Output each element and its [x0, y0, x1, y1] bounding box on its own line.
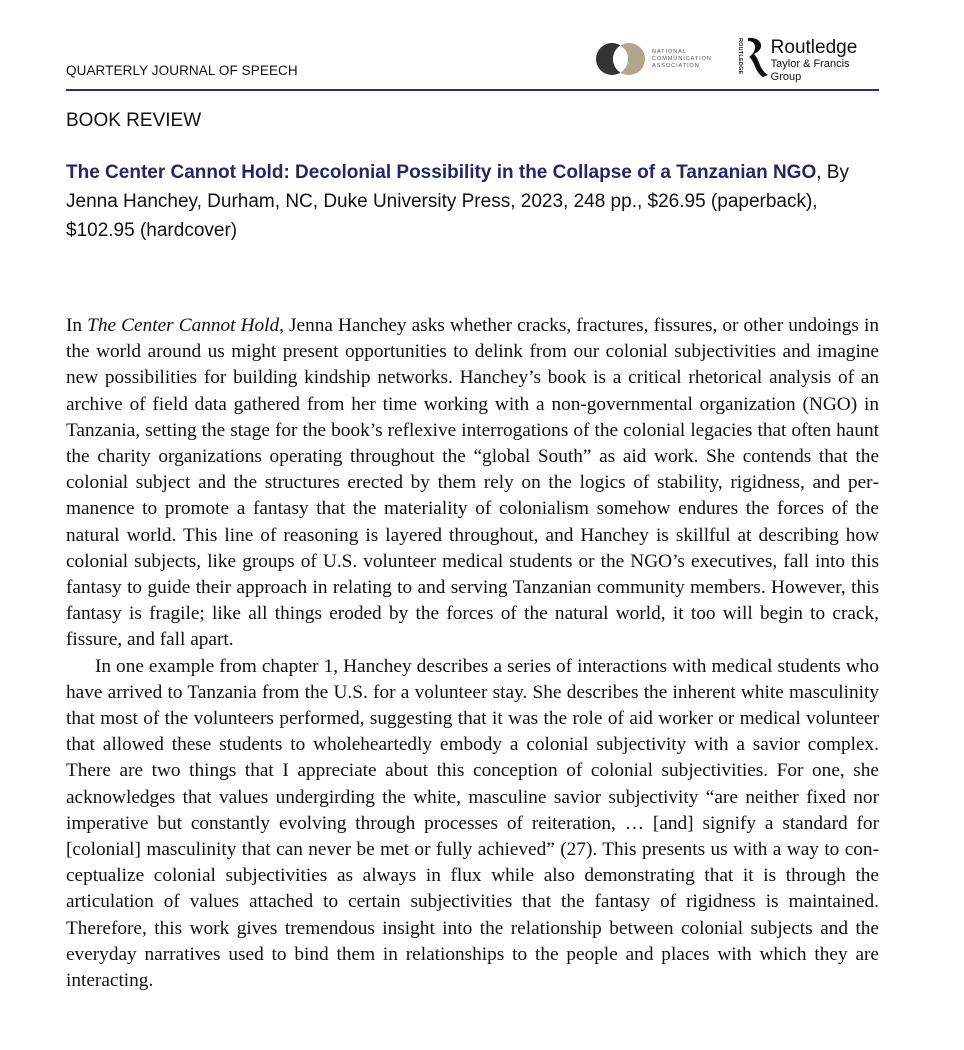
nca-logo: [596, 42, 712, 76]
paragraph-2: In one example from chapter 1, Hanchey describes a series of interactions with medical students who have arrived to Tanzania from the U.S. for a volunteer stay. She describes the inherent white masculinity that most of the volunteers performed, suggesting that it was the role of aid worker or medical volunteer that allowed these students to wholeheartedly embody a colonial subjectivity with a savior complex. There are two things that I appreciate about this conception of colonial subjectivities. For one, she acknowledges that values undergirding the white, masculine savior subjectivity “are neither fixed nor imperative but constantly evolving through processes of reiteration, … [and] signify a standard for [colonial] masculinity that can never be met or fully achieved” (27). This presents us with a way to conceptualize colonial subjectivities as always in flux while also demonstrating that it is through the articulation of values attached to certain subjectivities that the fantasy of rigidness is maintained. Therefore, this work gives tremendous insight into the relationship between colonial subjects and the everyday narratives used to bind them in relationships to the people and places with which they are interacting.: [66, 655, 879, 992]
journal-name: QUARTERLY JOURNAL OF SPEECH: [66, 63, 298, 78]
routledge-r-icon: ROUTLEDGE: [736, 36, 771, 78]
header-divider: [66, 89, 879, 91]
journal-header: [66, 36, 879, 92]
book-details: , By Jenna Hanchey, Durham, NC, Duke University Press, 2023, 248 pp., $26.95 (paperback), $102.95 (hardcover): [66, 162, 849, 241]
nca-overlapping-circles-icon: [596, 42, 646, 76]
section-label: BOOK REVIEW: [66, 110, 202, 131]
publisher-subtitle: Taylor & Francis Group: [770, 58, 850, 83]
book-citation: [66, 158, 879, 245]
book-title: The Center Cannot Hold: Decolonial Possibility in the Collapse of a Tanzanian NGO: [66, 162, 817, 183]
review-body: [66, 313, 879, 994]
nca-logo-text: NATIONAL COMMUNICATION ASSOCIATION: [652, 48, 712, 69]
routledge-logo: [736, 36, 879, 84]
publisher-name: Routledge: [770, 37, 858, 58]
paragraph-1: In The Center Cannot Hold, Jenna Hanchey asks whether cracks, fractures, fissures, or other undoings in the world around us might present opportunities to delink from our colonial subjectivities and imagine new possibilities for building kindship networks. Hanchey’s book is a critical rhetorical analysis of an archive of field data gathered from her time working with a non-governmental organization (NGO) in Tanzania, setting the stage for the book’s reflexive interrogations of the colonial legacies that often haunt the charity organizations operating throughout the “global South” as aid work. She contends that the colonial subject and the structures erected by them rely on the logics of stability, rigidness, and permanence to promote a fantasy that the materiality of colonialism somehow endures the forces of the natural world. This line of reasoning is layered throughout, and Hanchey is skillful at describing how colonial subjects, like groups of U.S. volunteer medical students or the NGO’s executives, fall into this fantasy to guide their approach in relating to and serving Tanzanian community members. However, this fantasy is fragile; like all things eroded by the forces of the natural world, it too will begin to crack, fissure, and fall apart.: [66, 315, 879, 651]
book-title-italic: The Center Cannot Hold: [87, 315, 280, 336]
